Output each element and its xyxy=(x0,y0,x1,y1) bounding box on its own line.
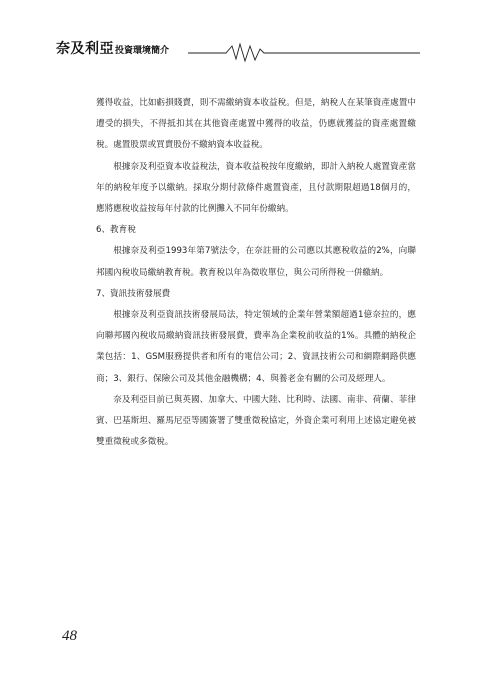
paragraph-double-tax-treaties: 奈及利亞目前已與英國、加拿大、中國大陸、比利時、法國、南非、荷蘭、菲律賓、巴基斯坦、羅馬尼亞等國簽署了雙重徵稅協定，外資企業可利用上述協定避免被雙重徵稅或多徵稅。 xyxy=(96,394,416,448)
section-heading-it-levy: 7、資訊技術發展費 xyxy=(96,288,171,299)
header-heartbeat-line-icon xyxy=(56,40,420,64)
body-text xyxy=(96,93,416,453)
section-heading-education-tax: 6、教育稅 xyxy=(96,225,136,236)
header-title-main: 奈及利亞 xyxy=(56,41,114,57)
header-title-sub: 投資環境簡介 xyxy=(115,46,170,56)
paragraph-it-levy: 根據奈及利亞資訊技術發展局法，特定領域的企業年營業額超過1億奈拉的，應向聯邦國內稅收局繳納資訊技術發展費，費率為企業稅前收益的1%。具體的納稅企業包括：1、GSM服務提供者和所有的電信公司；2、資訊技術公司和網際網路供應商；3、銀行、保險公司及其他金融機構；4、與養老金有關的公司及經理人。 xyxy=(96,310,416,384)
paragraph-education-tax: 根據奈及利亞1993年第7號法令，在奈註冊的公司應以其應稅收益的2%，向聯邦國內稅收局繳納教育稅。教育稅以年為徵收單位，與公司所得稅一併繳納。 xyxy=(96,246,416,278)
paragraph-continued: 獲得收益，比如虧損賤賣，則不需繳納資本收益稅。但是，納稅人在某筆資產處置中遭受的損失，不得抵扣其在其他資產處置中獲得的收益，仍應就獲益的資產處置繳稅。處置股票或買賣股份不繳納資本收益稅。 xyxy=(96,98,416,151)
page-number: 48 xyxy=(62,628,77,644)
paragraph-capital-gains-tax: 根據奈及利亞資本收益稅法，資本收益稅按年度繳納，即計入納稅人處置資產當年的納稅年度予以繳納。採取分期付款條件處置資產，且付款期限超過18個月的，應將應稅收益按每年付款的比例攤入不同年份繳納。 xyxy=(96,161,416,215)
running-header xyxy=(56,40,420,64)
